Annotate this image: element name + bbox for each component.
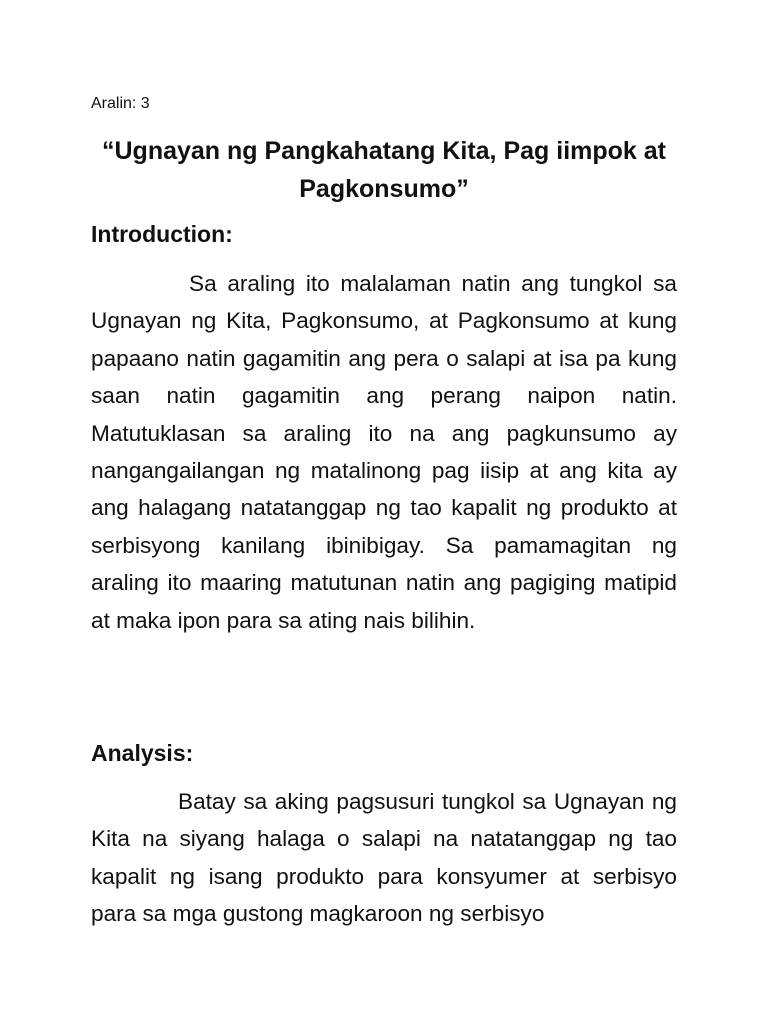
analysis-paragraph: Batay sa aking pagsusuri tungkol sa Ugnayan ng Kita na siyang halaga o salapi na natatanggap ng tao kapalit ng isang produkto para konsyumer at serbisyo para sa mga gustong magkaroon ng serbisyo xyxy=(91,789,677,927)
introduction-heading: Introduction: xyxy=(91,221,233,247)
lesson-number: Aralin: 3 xyxy=(91,95,150,112)
analysis-heading: Analysis: xyxy=(91,740,194,766)
introduction-paragraph: Sa araling ito malalaman natin ang tungkol sa Ugnayan ng Kita, Pagkonsumo, at Pagkonsumo at kung papaano natin gagamitin ang pera o salapi at isa pa kung saan natin gagamitin ang perang naipon natin. Matutuklasan sa araling ito na ang pagkunsumo ay nangangailangan ng matalinong pag iisip at ang kita ay ang halagang natatanggap ng tao kapalit ng produkto at serbisyong kanilang ibinibigay. Sa pamamagitan ng araling ito maaring matutunan natin ang pagiging matipid at maka ipon para sa ating nais bilihin. xyxy=(91,271,677,633)
page-title: “Ugnayan ng Pangkahatang Kita, Pag iimpok at Pagkonsumo” xyxy=(102,137,666,203)
